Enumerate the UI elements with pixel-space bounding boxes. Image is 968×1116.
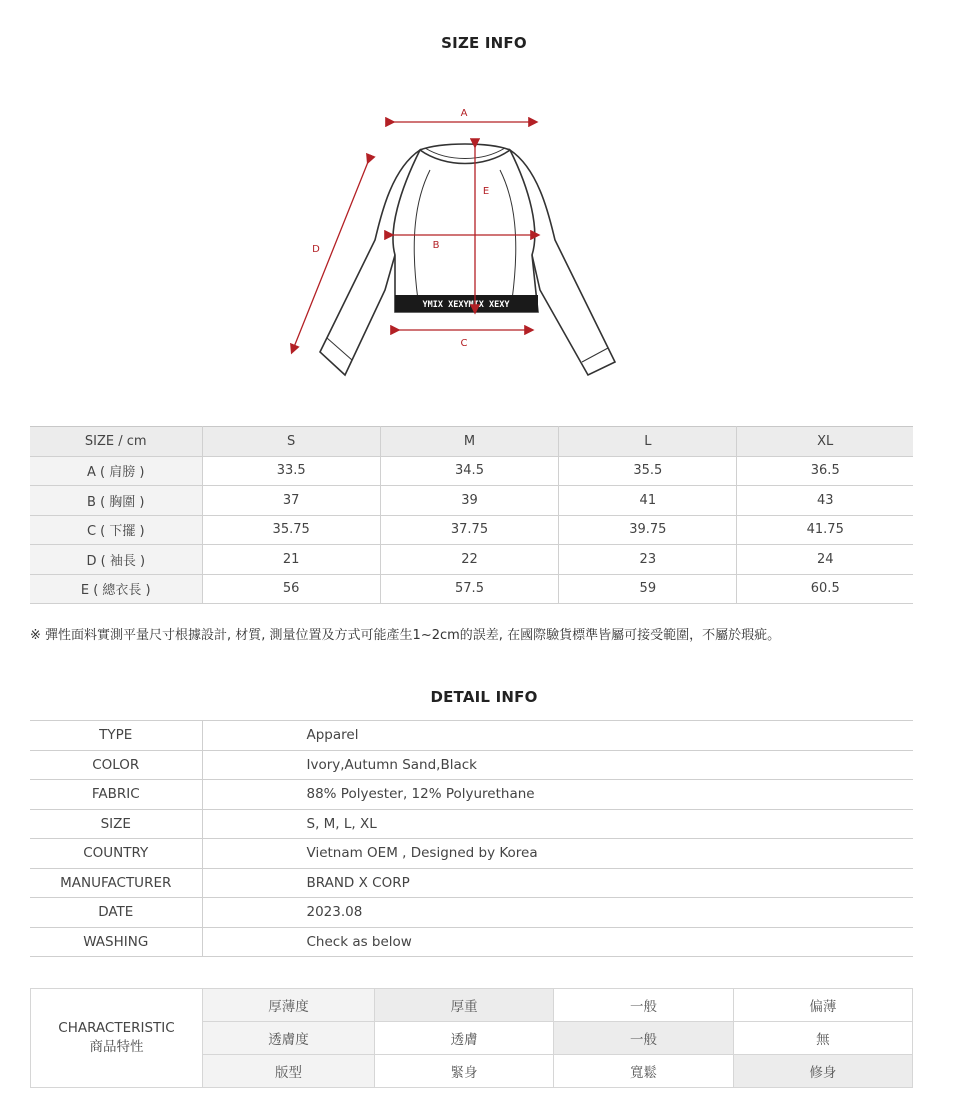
measure-value: 41 [559,486,737,516]
characteristic-label: 版型 [203,1055,375,1088]
label-c: C [460,338,468,349]
table-row [30,839,913,869]
characteristic-option: 緊身 [375,1055,554,1088]
size-header-cell: SIZE / cm [30,427,202,457]
size-info-title: SIZE INFO [441,34,527,52]
characteristic-label: 厚薄度 [203,989,375,1022]
measure-value: 35.5 [559,456,737,486]
table-row [30,515,913,545]
measure-value: 36.5 [737,456,913,486]
label-d: D [312,244,320,255]
measure-value: 33.5 [202,456,380,486]
measure-value: 57.5 [380,574,558,604]
size-table [30,426,913,604]
size-header-cell: XL [737,427,913,457]
detail-label: COUNTRY [30,839,202,869]
table-row [30,545,913,575]
detail-label: MANUFACTURER [30,868,202,898]
detail-value: BRAND X CORP [202,868,913,898]
detail-value: 2023.08 [202,898,913,928]
measure-value: 59 [559,574,737,604]
measure-label: C ( 下擺 ) [30,515,202,545]
table-row [30,486,913,516]
characteristic-option: 厚重 [375,989,554,1022]
detail-value: Ivory,Autumn Sand,Black [202,750,913,780]
measure-value: 39.75 [559,515,737,545]
detail-label: DATE [30,898,202,928]
size-table-header [30,427,913,457]
table-row [30,750,913,780]
characteristic-option: 修身 [733,1055,912,1088]
table-row [30,721,913,751]
detail-table [30,720,913,957]
measure-value: 39 [380,486,558,516]
label-b: B [432,240,440,251]
table-row [30,927,913,957]
size-header-cell: M [380,427,558,457]
band-text: YMIX XEXYMIX XEXY [422,300,510,310]
detail-label: SIZE [30,809,202,839]
characteristic-table [30,988,913,1088]
measurement-note: ※ 彈性面料實測平量尺寸根據設計, 材質, 測量位置及方式可能產生1~2cm的誤差, 在國際驗貨標準皆屬可接受範圍，不屬於瑕疵。 [30,628,781,643]
characteristic-option: 一般 [554,1022,733,1055]
characteristic-label: 透膚度 [203,1022,375,1055]
size-header-cell: S [202,427,380,457]
measure-value: 41.75 [737,515,913,545]
measure-label: D ( 袖長 ) [30,545,202,575]
table-row [30,898,913,928]
table-row [31,989,913,1022]
measure-value: 37.75 [380,515,558,545]
measure-label: B ( 胸圍 ) [30,486,202,516]
measure-value: 21 [202,545,380,575]
measure-value: 56 [202,574,380,604]
characteristic-option: 寬鬆 [554,1055,733,1088]
garment-measurement-diagram [270,90,650,390]
detail-value: Apparel [202,721,913,751]
characteristic-heading-en: CHARACTERISTIC [58,1020,175,1036]
characteristic-heading-zh: 商品特性 [89,1039,144,1055]
detail-value: 88% Polyester, 12% Polyurethane [202,780,913,810]
measure-value: 37 [202,486,380,516]
characteristic-option: 偏薄 [733,989,912,1022]
table-row [30,780,913,810]
size-header-cell: L [559,427,737,457]
measure-value: 34.5 [380,456,558,486]
detail-label: WASHING [30,927,202,957]
measure-value: 23 [559,545,737,575]
detail-value: Check as below [202,927,913,957]
characteristic-option: 無 [733,1022,912,1055]
detail-label: FABRIC [30,780,202,810]
detail-label: COLOR [30,750,202,780]
detail-value: Vietnam OEM , Designed by Korea [202,839,913,869]
table-row [30,868,913,898]
characteristic-option: 透膚 [375,1022,554,1055]
measure-value: 35.75 [202,515,380,545]
garment-outline [320,144,615,375]
characteristic-option: 一般 [554,989,733,1022]
measure-label: E ( 總衣長 ) [30,574,202,604]
table-row [30,456,913,486]
detail-info-title: DETAIL INFO [430,688,538,706]
characteristic-heading [31,989,203,1088]
measure-value: 60.5 [737,574,913,604]
detail-value: S, M, L, XL [202,809,913,839]
table-row [30,574,913,604]
detail-label: TYPE [30,721,202,751]
measure-value: 43 [737,486,913,516]
label-a: A [460,108,468,119]
measure-label: A ( 肩膀 ) [30,456,202,486]
label-e: E [482,186,490,197]
table-row [30,809,913,839]
measure-value: 22 [380,545,558,575]
measure-value: 24 [737,545,913,575]
